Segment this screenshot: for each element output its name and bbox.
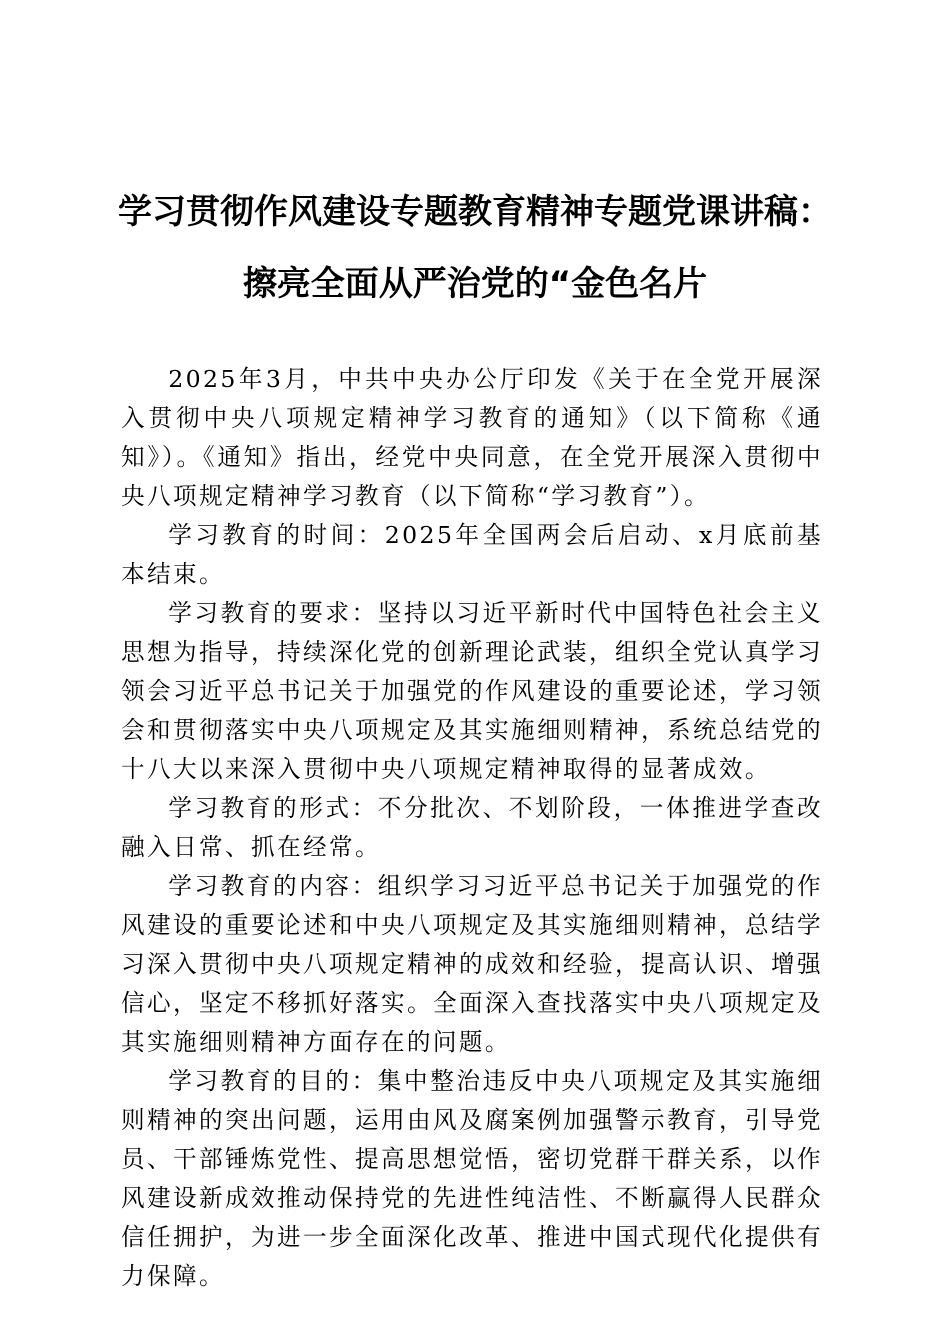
document-body — [121, 360, 823, 1296]
paragraph-intro: 2025年3月，中共中央办公厅印发《关于在全党开展深入贯彻中央八项规定精神学习教育的通知》（以下简称《通知》）。《通知》指出，经党中央同意，在全党开展深入贯彻中央八项规定精神学习教育（以下简称“学习教育”）。 — [121, 365, 823, 510]
paragraph-content: 学习教育的内容：组织学习习近平总书记关于加强党的作风建设的重要论述和中央八项规定及其实施细则精神，总结学习深入贯彻中央八项规定精神的成效和经验，提高认识、增强信心，坚定不移抓好落实。全面深入查找落实中央八项规定及其实施细则精神方面存在的问题。 — [121, 872, 823, 1056]
document-title — [100, 192, 850, 304]
title-line-1: 学习贯彻作风建设专题教育精神专题党课讲稿： — [118, 192, 832, 232]
paragraph-purpose: 学习教育的目的：集中整治违反中央八项规定及其实施细则精神的突出问题，运用由风及腐案例加强警示教育，引导党员、干部锤炼党性、提高思想觉悟，密切党群干群关系，以作风建设新成效推动保持党的先进性纯洁性、不断赢得人民群众信任拥护，为进一步全面深化改革、推进中国式现代化提供有力保障。 — [121, 1067, 823, 1290]
title-line-2: 擦亮全面从严治党的“金色名片 — [242, 264, 708, 304]
paragraph-requirements: 学习教育的要求：坚持以习近平新时代中国特色社会主义思想为指导，持续深化党的创新理论武装，组织全党认真学习领会习近平总书记关于加强党的作风建设的重要论述，学习领会和贯彻落实中央八项规定及其实施细则精神，系统总结党的十八大以来深入贯彻中央八项规定精神取得的显著成效。 — [121, 599, 823, 783]
paragraph-form: 学习教育的形式：不分批次、不划阶段，一体推进学查改融入日常、抓在经常。 — [121, 794, 823, 861]
paragraph-time: 学习教育的时间：2025年全国两会后启动、x月底前基本结束。 — [121, 521, 823, 588]
